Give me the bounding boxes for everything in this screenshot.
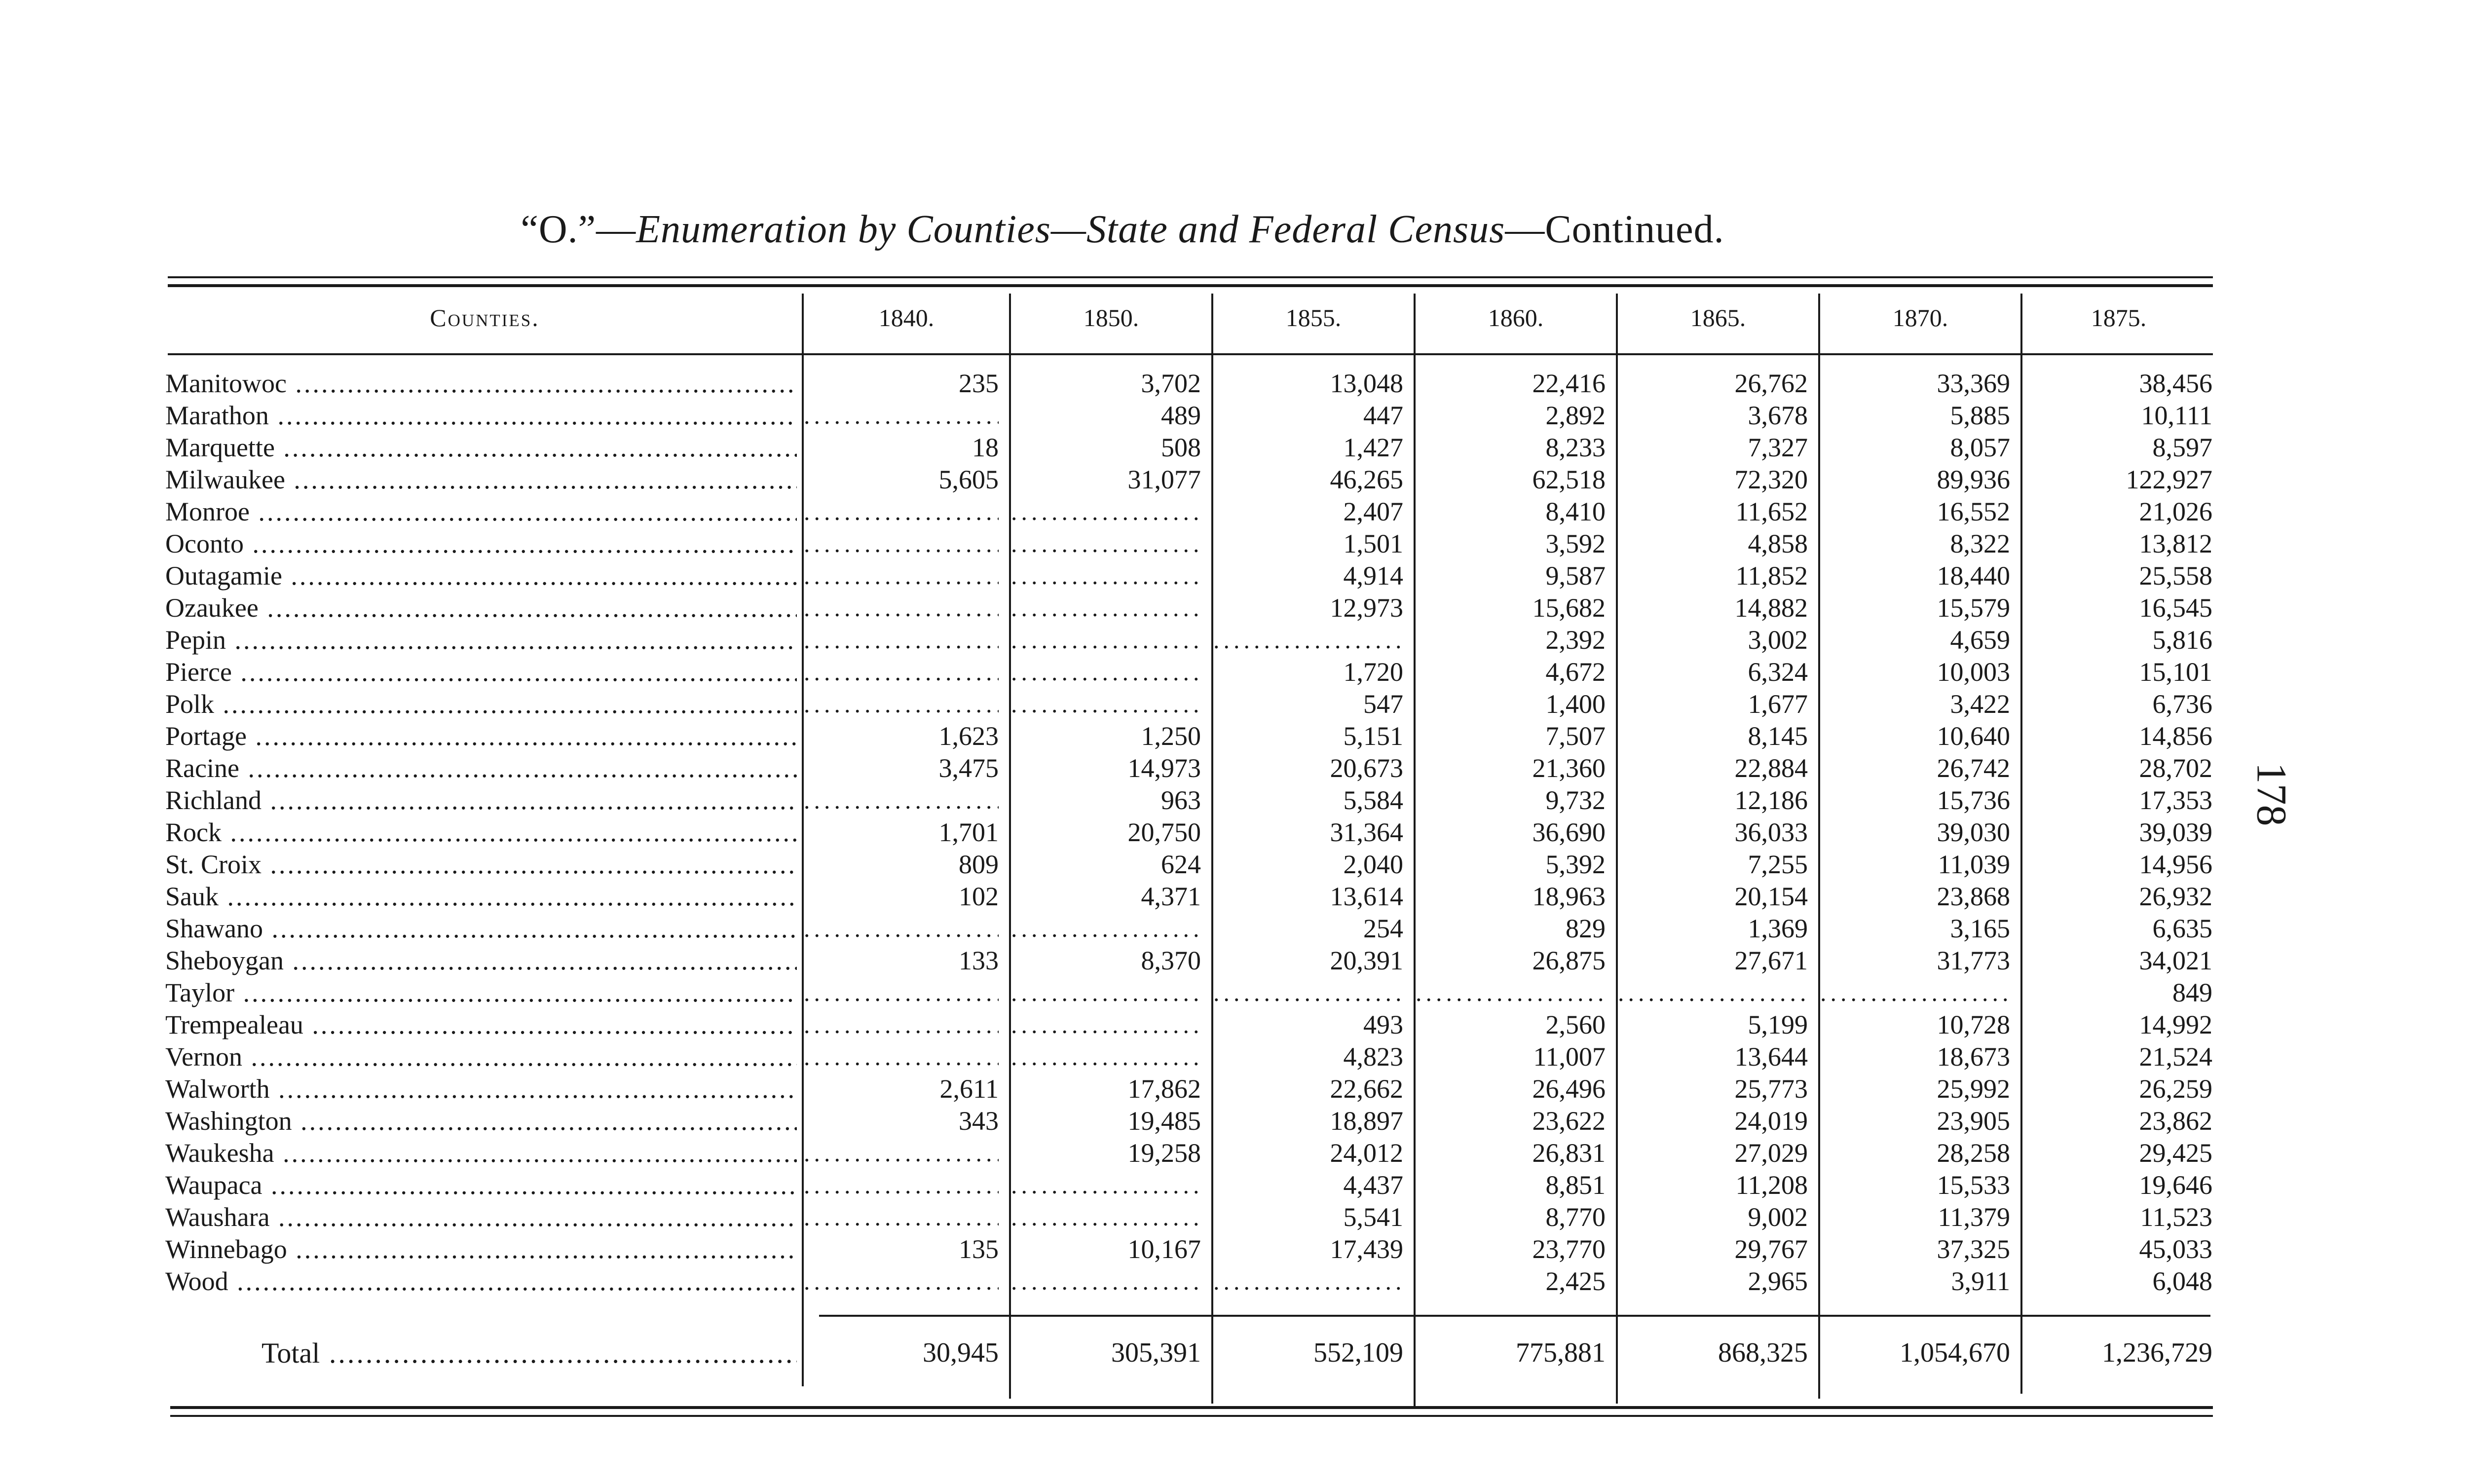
table-row xyxy=(0,400,2245,432)
empty-cell xyxy=(1011,656,1201,688)
population-cell: 14,882 xyxy=(1734,593,1808,623)
population-cell: 62,518 xyxy=(1532,465,1606,494)
population-cell: 11,007 xyxy=(1533,1042,1606,1072)
population-cell: 16,552 xyxy=(1937,497,2010,526)
county-name: Taylor ..... xyxy=(165,977,797,1009)
header-1850: 1850. xyxy=(1083,304,1139,332)
population-cell: 8,145 xyxy=(1748,721,1808,751)
population-cell: 17,862 xyxy=(1127,1074,1201,1104)
empty-cell xyxy=(1011,496,1201,528)
total-cell: 868,325 xyxy=(1718,1337,1808,1368)
empty-cell xyxy=(804,656,999,688)
population-cell: 3,702 xyxy=(1141,369,1201,398)
population-cell: 3,678 xyxy=(1748,401,1808,430)
population-cell: 7,255 xyxy=(1748,850,1808,879)
population-cell: 624 xyxy=(1161,850,1201,879)
population-cell: 133 xyxy=(959,946,999,975)
population-cell: 5,199 xyxy=(1748,1010,1808,1039)
population-cell: 33,369 xyxy=(1937,369,2010,398)
population-cell: 21,524 xyxy=(2139,1042,2212,1072)
county-name: Waupaca ..... xyxy=(165,1169,797,1201)
population-cell: 22,884 xyxy=(1734,753,1808,783)
county-name: Wood ..... xyxy=(165,1265,797,1298)
population-cell: 15,682 xyxy=(1532,593,1606,623)
total-cell: 552,109 xyxy=(1313,1337,1403,1368)
empty-cell xyxy=(804,1169,999,1201)
empty-cell xyxy=(1011,688,1201,720)
population-cell: 16,545 xyxy=(2139,593,2212,623)
population-cell: 23,868 xyxy=(1937,882,2010,911)
population-cell: 25,992 xyxy=(1937,1074,2010,1104)
population-cell: 5,816 xyxy=(2152,625,2212,655)
population-cell: 26,875 xyxy=(1532,946,1606,975)
population-cell: 8,057 xyxy=(1950,433,2010,462)
population-cell: 11,379 xyxy=(1938,1202,2010,1232)
population-cell: 23,622 xyxy=(1532,1106,1606,1136)
population-cell: 13,644 xyxy=(1734,1042,1808,1072)
population-cell: 235 xyxy=(959,369,999,398)
county-name: Waushara ..... xyxy=(165,1201,797,1233)
population-cell: 1,250 xyxy=(1141,721,1201,751)
population-cell: 10,003 xyxy=(1937,657,2010,687)
population-cell: 20,750 xyxy=(1127,817,1201,847)
population-cell: 18,440 xyxy=(1937,561,2010,591)
empty-cell xyxy=(1213,624,1403,656)
total-cell: 1,236,729 xyxy=(2102,1337,2212,1368)
total-cell: 30,945 xyxy=(923,1337,999,1368)
population-cell: 26,932 xyxy=(2139,882,2212,911)
population-cell: 8,370 xyxy=(1141,946,1201,975)
county-name: Marquette ..... xyxy=(165,432,797,464)
county-name: Shawano ..... xyxy=(165,913,797,945)
empty-cell xyxy=(1416,977,1606,1009)
population-cell: 343 xyxy=(959,1106,999,1136)
empty-cell xyxy=(1011,913,1201,945)
population-cell: 4,437 xyxy=(1343,1170,1403,1200)
population-cell: 14,856 xyxy=(2139,721,2212,751)
population-cell: 9,587 xyxy=(1545,561,1606,591)
county-name: Ozaukee ..... xyxy=(165,592,797,624)
population-cell: 1,427 xyxy=(1343,433,1403,462)
table-row xyxy=(0,1233,2245,1265)
county-name: Polk ..... xyxy=(165,688,797,720)
population-cell: 27,029 xyxy=(1734,1138,1808,1168)
population-cell: 19,485 xyxy=(1127,1106,1201,1136)
population-cell: 2,392 xyxy=(1545,625,1606,655)
population-cell: 12,186 xyxy=(1734,785,1808,815)
county-name: Washington ..... xyxy=(165,1105,797,1137)
table-row xyxy=(0,1201,2245,1233)
population-cell: 2,040 xyxy=(1343,850,1403,879)
population-cell: 3,592 xyxy=(1545,529,1606,558)
county-name: Pepin ..... xyxy=(165,624,797,656)
table-row xyxy=(0,720,2245,752)
population-cell: 72,320 xyxy=(1734,465,1808,494)
county-name: Monroe ..... xyxy=(165,496,797,528)
population-cell: 29,425 xyxy=(2139,1138,2212,1168)
population-cell: 4,659 xyxy=(1950,625,2010,655)
population-cell: 10,640 xyxy=(1937,721,2010,751)
population-cell: 26,762 xyxy=(1734,369,1808,398)
empty-cell xyxy=(804,977,999,1009)
population-cell: 36,690 xyxy=(1532,817,1606,847)
population-cell: 2,425 xyxy=(1545,1266,1606,1296)
population-cell: 3,165 xyxy=(1950,914,2010,943)
county-name: Sauk ..... xyxy=(165,881,797,913)
population-cell: 14,973 xyxy=(1127,753,1201,783)
page-number: 178 xyxy=(2248,762,2296,826)
population-cell: 13,812 xyxy=(2139,529,2212,558)
population-cell: 6,048 xyxy=(2152,1266,2212,1296)
county-name: Manitowoc ..... xyxy=(165,368,797,400)
total-cell: 775,881 xyxy=(1516,1337,1606,1368)
empty-cell xyxy=(804,913,999,945)
total-rule xyxy=(819,1315,2210,1317)
total-cell: 1,054,670 xyxy=(1900,1337,2010,1368)
population-cell: 489 xyxy=(1161,401,1201,430)
table-row xyxy=(0,816,2245,849)
population-cell: 12,973 xyxy=(1330,593,1403,623)
county-name: Oconto ..... xyxy=(165,528,797,560)
population-cell: 4,672 xyxy=(1545,657,1606,687)
population-cell: 45,033 xyxy=(2139,1234,2212,1264)
header-1860: 1860. xyxy=(1488,304,1544,332)
population-cell: 8,770 xyxy=(1545,1202,1606,1232)
top-rule-2 xyxy=(168,284,2213,287)
population-cell: 3,911 xyxy=(1951,1266,2010,1296)
population-cell: 5,151 xyxy=(1343,721,1403,751)
population-cell: 1,623 xyxy=(938,721,999,751)
population-cell: 15,533 xyxy=(1937,1170,2010,1200)
population-cell: 1,400 xyxy=(1545,689,1606,719)
top-rule-1 xyxy=(168,276,2213,278)
population-cell: 17,353 xyxy=(2139,785,2212,815)
population-cell: 6,736 xyxy=(2152,689,2212,719)
population-cell: 829 xyxy=(1566,914,1606,943)
empty-cell xyxy=(804,784,999,816)
population-cell: 9,732 xyxy=(1545,785,1606,815)
empty-cell xyxy=(1618,977,1808,1009)
header-1855: 1855. xyxy=(1285,304,1342,332)
table-row xyxy=(0,464,2245,496)
population-cell: 46,265 xyxy=(1330,465,1403,494)
county-name: Trempealeau ..... xyxy=(165,1009,797,1041)
population-cell: 8,410 xyxy=(1545,497,1606,526)
table-row xyxy=(0,913,2245,945)
population-cell: 26,831 xyxy=(1532,1138,1606,1168)
population-cell: 5,392 xyxy=(1545,850,1606,879)
population-cell: 28,702 xyxy=(2139,753,2212,783)
table-row xyxy=(0,977,2245,1009)
county-name: Winnebago ..... xyxy=(165,1233,797,1265)
population-cell: 36,033 xyxy=(1734,817,1808,847)
population-cell: 20,673 xyxy=(1330,753,1403,783)
total-cell: 305,391 xyxy=(1111,1337,1201,1368)
population-cell: 4,914 xyxy=(1343,561,1403,591)
empty-cell xyxy=(804,400,999,432)
population-cell: 254 xyxy=(1363,914,1403,943)
population-cell: 24,012 xyxy=(1330,1138,1403,1168)
population-cell: 37,325 xyxy=(1937,1234,2010,1264)
population-cell: 1,501 xyxy=(1343,529,1403,558)
population-cell: 14,992 xyxy=(2139,1010,2212,1039)
county-name: Outagamie ..... xyxy=(165,560,797,592)
empty-cell xyxy=(1011,592,1201,624)
header-counties: Counties. xyxy=(430,304,540,332)
population-cell: 15,736 xyxy=(1937,785,2010,815)
population-cell: 963 xyxy=(1161,785,1201,815)
population-cell: 3,422 xyxy=(1950,689,2010,719)
population-cell: 8,597 xyxy=(2152,433,2212,462)
empty-cell xyxy=(1011,624,1201,656)
population-cell: 17,439 xyxy=(1330,1234,1403,1264)
table-row xyxy=(0,945,2245,977)
bottom-rule-1 xyxy=(170,1406,2213,1409)
population-cell: 8,322 xyxy=(1950,529,2010,558)
title-suffix: —Continued. xyxy=(1505,208,1724,251)
population-cell: 39,030 xyxy=(1937,817,2010,847)
population-cell: 3,002 xyxy=(1748,625,1808,655)
population-cell: 5,605 xyxy=(938,465,999,494)
population-cell: 23,862 xyxy=(2139,1106,2212,1136)
population-cell: 10,167 xyxy=(1127,1234,1201,1264)
population-cell: 849 xyxy=(2172,978,2212,1007)
empty-cell xyxy=(804,592,999,624)
empty-cell xyxy=(1011,1009,1201,1041)
empty-cell xyxy=(804,1041,999,1073)
population-cell: 4,858 xyxy=(1748,529,1808,558)
table-row xyxy=(0,1169,2245,1201)
empty-cell xyxy=(1213,977,1403,1009)
population-cell: 2,892 xyxy=(1545,401,1606,430)
population-cell: 4,371 xyxy=(1141,882,1201,911)
title-prefix: “O.”— xyxy=(521,208,636,251)
population-cell: 18,897 xyxy=(1330,1106,1403,1136)
population-cell: 11,523 xyxy=(2140,1202,2212,1232)
population-cell: 18,673 xyxy=(1937,1042,2010,1072)
population-cell: 102 xyxy=(959,882,999,911)
population-cell: 8,233 xyxy=(1545,433,1606,462)
population-cell: 19,258 xyxy=(1127,1138,1201,1168)
population-cell: 9,002 xyxy=(1748,1202,1808,1232)
population-cell: 11,852 xyxy=(1735,561,1808,591)
population-cell: 122,927 xyxy=(2126,465,2212,494)
population-cell: 547 xyxy=(1363,689,1403,719)
empty-cell xyxy=(1011,1201,1201,1233)
table-row xyxy=(0,688,2245,720)
county-name: Vernon ..... xyxy=(165,1041,797,1073)
population-cell: 25,773 xyxy=(1734,1074,1808,1104)
population-cell: 4,823 xyxy=(1343,1042,1403,1072)
empty-cell xyxy=(1820,977,2010,1009)
total-row xyxy=(0,1337,2245,1369)
table-row xyxy=(0,881,2245,913)
population-cell: 38,456 xyxy=(2139,369,2212,398)
empty-cell xyxy=(1213,1265,1403,1298)
table-row xyxy=(0,784,2245,816)
population-cell: 26,742 xyxy=(1937,753,2010,783)
population-cell: 18,963 xyxy=(1532,882,1606,911)
population-cell: 20,154 xyxy=(1734,882,1808,911)
empty-cell xyxy=(804,560,999,592)
table-row xyxy=(0,432,2245,464)
population-cell: 1,701 xyxy=(938,817,999,847)
population-cell: 5,541 xyxy=(1343,1202,1403,1232)
population-cell: 5,885 xyxy=(1950,401,2010,430)
empty-cell xyxy=(804,528,999,560)
table-title xyxy=(0,207,2245,252)
header-1865: 1865. xyxy=(1690,304,1746,332)
header-1870: 1870. xyxy=(1892,304,1948,332)
population-cell: 6,635 xyxy=(2152,914,2212,943)
population-cell: 25,558 xyxy=(2139,561,2212,591)
table-row xyxy=(0,528,2245,560)
empty-cell xyxy=(1011,1169,1201,1201)
county-name: Marathon ..... xyxy=(165,400,797,432)
header-1840: 1840. xyxy=(878,304,934,332)
header-rule xyxy=(168,353,2213,355)
population-cell: 14,956 xyxy=(2139,850,2212,879)
county-name: Milwaukee ..... xyxy=(165,464,797,496)
total-label: Total ..... xyxy=(262,1337,797,1369)
population-cell: 29,767 xyxy=(1734,1234,1808,1264)
table-row xyxy=(0,752,2245,784)
table-row xyxy=(0,849,2245,881)
population-cell: 11,039 xyxy=(1938,850,2010,879)
county-name: St. Croix ..... xyxy=(165,849,797,881)
population-cell: 21,360 xyxy=(1532,753,1606,783)
population-cell: 23,905 xyxy=(1937,1106,2010,1136)
population-cell: 31,364 xyxy=(1330,817,1403,847)
population-cell: 26,496 xyxy=(1532,1074,1606,1104)
header-1875: 1875. xyxy=(2091,304,2147,332)
population-cell: 27,671 xyxy=(1734,946,1808,975)
empty-cell xyxy=(1011,560,1201,592)
population-cell: 89,936 xyxy=(1937,465,2010,494)
population-cell: 11,652 xyxy=(1735,497,1808,526)
county-name: Sheboygan ..... xyxy=(165,945,797,977)
county-name: Waukesha ..... xyxy=(165,1137,797,1169)
table-row xyxy=(0,1137,2245,1169)
empty-cell xyxy=(1011,1265,1201,1298)
table-row xyxy=(0,368,2245,400)
table-row xyxy=(0,1009,2245,1041)
population-cell: 26,259 xyxy=(2139,1074,2212,1104)
empty-cell xyxy=(804,496,999,528)
empty-cell xyxy=(1011,528,1201,560)
county-name: Portage ..... xyxy=(165,720,797,752)
population-cell: 15,101 xyxy=(2139,657,2212,687)
empty-cell xyxy=(804,1201,999,1233)
bottom-rule-2 xyxy=(170,1415,2213,1417)
empty-cell xyxy=(804,1265,999,1298)
county-name: Walworth ..... xyxy=(165,1073,797,1105)
population-cell: 508 xyxy=(1161,433,1201,462)
population-cell: 809 xyxy=(959,850,999,879)
empty-cell xyxy=(1011,1041,1201,1073)
population-cell: 1,720 xyxy=(1343,657,1403,687)
population-cell: 39,039 xyxy=(2139,817,2212,847)
population-cell: 5,584 xyxy=(1343,785,1403,815)
county-name: Richland ..... xyxy=(165,784,797,816)
table-row xyxy=(0,496,2245,528)
population-cell: 10,111 xyxy=(2141,401,2212,430)
population-cell: 2,407 xyxy=(1343,497,1403,526)
table-row xyxy=(0,1105,2245,1137)
population-cell: 13,048 xyxy=(1330,369,1403,398)
table-row xyxy=(0,592,2245,624)
population-cell: 6,324 xyxy=(1748,657,1808,687)
population-cell: 22,416 xyxy=(1532,369,1606,398)
population-cell: 447 xyxy=(1363,401,1403,430)
title-main: Enumeration by Counties—State and Federal Census xyxy=(636,208,1505,251)
population-cell: 31,773 xyxy=(1937,946,2010,975)
table-row xyxy=(0,1041,2245,1073)
empty-cell xyxy=(804,1009,999,1041)
empty-cell xyxy=(804,1137,999,1169)
population-cell: 2,965 xyxy=(1748,1266,1808,1296)
population-cell: 23,770 xyxy=(1532,1234,1606,1264)
table-row xyxy=(0,624,2245,656)
population-cell: 19,646 xyxy=(2139,1170,2212,1200)
table-row xyxy=(0,560,2245,592)
population-cell: 15,579 xyxy=(1937,593,2010,623)
empty-cell xyxy=(804,688,999,720)
population-cell: 22,662 xyxy=(1330,1074,1403,1104)
population-cell: 20,391 xyxy=(1330,946,1403,975)
table-row xyxy=(0,656,2245,688)
population-cell: 1,369 xyxy=(1748,914,1808,943)
population-cell: 10,728 xyxy=(1937,1010,2010,1039)
empty-cell xyxy=(1011,977,1201,1009)
population-cell: 13,614 xyxy=(1330,882,1403,911)
population-cell: 28,258 xyxy=(1937,1138,2010,1168)
population-cell: 7,327 xyxy=(1748,433,1808,462)
empty-cell xyxy=(804,624,999,656)
population-cell: 18 xyxy=(972,433,999,462)
population-cell: 34,021 xyxy=(2139,946,2212,975)
population-cell: 31,077 xyxy=(1127,465,1201,494)
population-cell: 8,851 xyxy=(1545,1170,1606,1200)
population-cell: 11,208 xyxy=(1735,1170,1808,1200)
population-cell: 2,611 xyxy=(939,1074,999,1104)
population-cell: 493 xyxy=(1363,1010,1403,1039)
table-row xyxy=(0,1265,2245,1298)
table-row xyxy=(0,1073,2245,1105)
population-cell: 21,026 xyxy=(2139,497,2212,526)
county-name: Pierce ..... xyxy=(165,656,797,688)
population-cell: 7,507 xyxy=(1545,721,1606,751)
population-cell: 3,475 xyxy=(938,753,999,783)
county-name: Racine ..... xyxy=(165,752,797,784)
county-name: Rock ..... xyxy=(165,816,797,849)
population-cell: 135 xyxy=(959,1234,999,1264)
population-cell: 2,560 xyxy=(1545,1010,1606,1039)
population-cell: 24,019 xyxy=(1734,1106,1808,1136)
population-cell: 1,677 xyxy=(1748,689,1808,719)
